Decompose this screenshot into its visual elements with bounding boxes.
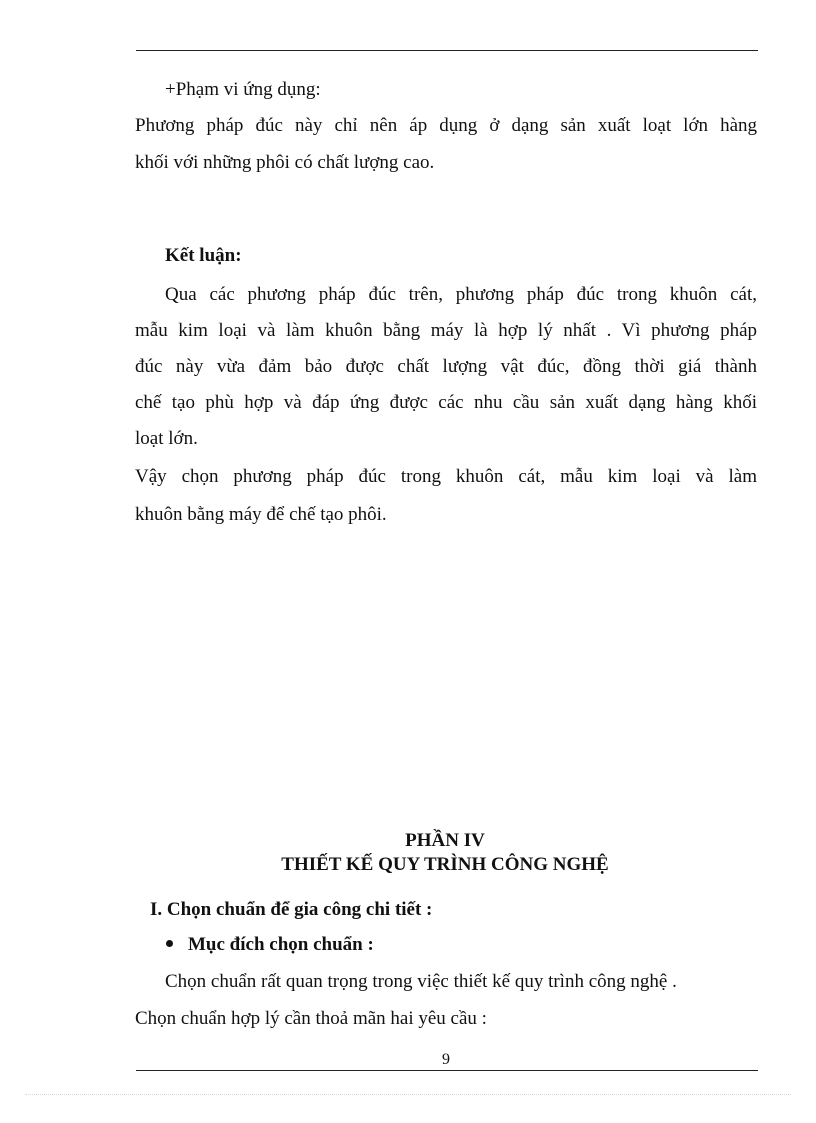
conclusion-paragraph-line-3: đúc này vừa đảm bảo được chất lượng vật đúc, đồng thời giá thành [135, 356, 757, 377]
conclusion-paragraph-line-1: Qua các phương pháp đúc trên, phương pháp đúc trong khuôn cát, [165, 284, 757, 305]
conclusion-paragraph-line-2: mẫu kim loại và làm khuôn bằng máy là hợp lý nhất . Vì phương pháp [135, 320, 757, 341]
usage-paragraph-line-2: khối với những phôi có chất lượng cao. [135, 152, 435, 173]
footer-rule [136, 1070, 758, 1071]
part-number: PHẦN IV [405, 830, 485, 851]
page-edge-dotted-line [25, 1094, 791, 1095]
conclusion-paragraph-line-4: chế tạo phù hợp và đáp ứng được các nhu cầu sản xuất dạng hàng khối [135, 392, 757, 413]
part-title: THIẾT KẾ QUY TRÌNH CÔNG NGHỆ [281, 854, 609, 875]
usage-paragraph-line-1: Phương pháp đúc này chỉ nên áp dụng ở dạng sản xuất loạt lớn hàng [135, 115, 757, 136]
conclusion-paragraph-line-5: loạt lớn. [135, 428, 198, 449]
page-number: 9 [442, 1051, 450, 1068]
part-paragraph-line-2: Chọn chuẩn hợp lý cần thoả mãn hai yêu cầu : [135, 1008, 487, 1029]
part-paragraph-line-1: Chọn chuẩn rất quan trọng trong việc thiết kế quy trình công nghệ . [165, 971, 677, 992]
conclusion-paragraph2-line-1: Vậy chọn phương pháp đúc trong khuôn cát, mẫu kim loại và làm [135, 466, 757, 487]
usage-heading: +Phạm vi ứng dụng: [165, 79, 321, 100]
header-rule [136, 50, 758, 51]
conclusion-paragraph2-line-2: khuôn bằng máy để chế tạo phôi. [135, 504, 387, 525]
section-heading: I. Chọn chuẩn để gia công chi tiết : [150, 899, 433, 920]
bullet-heading: Mục đích chọn chuẩn : [188, 934, 374, 955]
bullet-icon [166, 940, 173, 947]
conclusion-heading: Kết luận: [165, 245, 242, 266]
